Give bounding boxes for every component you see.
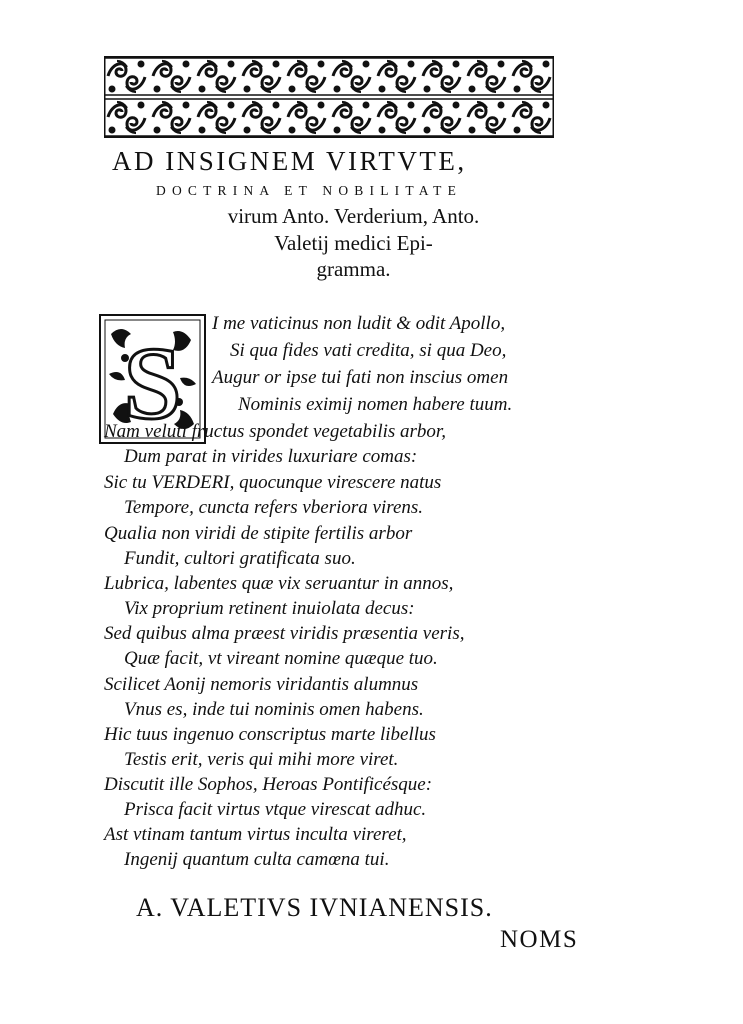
poem-line: Prisca facit virtus vtque virescat adhuc. [124, 799, 427, 820]
poem-line: Sed quibus alma præest viridis præsentia veris, [104, 623, 465, 644]
poem-line: Lubrica, labentes quæ vix seruantur in annos, [104, 573, 454, 594]
poem-line: Scilicet Aonij nemoris viridantis alumnus [104, 674, 419, 695]
poem-line: Dum parat in virides luxuriare comas: [124, 446, 418, 467]
poem-line: Fundit, cultori gratificata suo. [124, 548, 356, 569]
poem-line: Discutit ille Sophos, Heroas Pontificésque: [104, 774, 433, 795]
poem-line: I me vaticinus non ludit & odit Apollo, [212, 313, 506, 334]
poem-line: Tempore, cuncta refers vberiora virens. [124, 497, 424, 518]
poem-line: Qualia non viridi de stipite fertilis arbor [104, 523, 413, 544]
author-signature: A. VALETIVS IVNIANENSIS. [136, 893, 493, 922]
heading-line-4: Valetij medici Epi- [274, 231, 433, 255]
poem-line: Si qua fides vati credita, si qua Deo, [230, 340, 507, 361]
poem-line: Testis erit, veris qui mihi more viret. [124, 749, 399, 770]
catchword: NOMS [500, 926, 579, 953]
poem-line: Sic tu VERDERI, quocunque virescere natus [104, 472, 442, 493]
poem-line: Nominis eximij nomen habere tuum. [238, 394, 513, 415]
heading-line-3: virum Anto. Verderium, Anto. [227, 204, 480, 228]
poem-line: Vnus es, inde tui nominis omen habens. [124, 699, 424, 720]
poem-line: Ingenij quantum culta camœna tui. [124, 849, 390, 870]
ornament-band-icon [104, 56, 554, 138]
poem-line: Ast vtinam tantum virtus inculta vireret, [104, 824, 407, 845]
poem-line: Augur or ipse tui fati non inscius omen [212, 367, 509, 388]
poem-line: Quæ facit, vt vireant nomine quæque tuo. [124, 648, 438, 669]
heading-line-2: DOCTRINA ET NOBILITATE [156, 183, 463, 198]
heading-line-5: gramma. [316, 257, 391, 281]
poem-line: Nam veluti fructus spondet vegetabilis arbor, [104, 421, 446, 442]
poem-line: Vix proprium retinent inuiolata decus: [124, 598, 415, 619]
dropcap-letter: S [123, 326, 182, 441]
heading-line-1: AD INSIGNEM VIRTVTE, [112, 146, 467, 176]
poem-line: Hic tuus ingenuo conscriptus marte libellus [104, 724, 436, 745]
